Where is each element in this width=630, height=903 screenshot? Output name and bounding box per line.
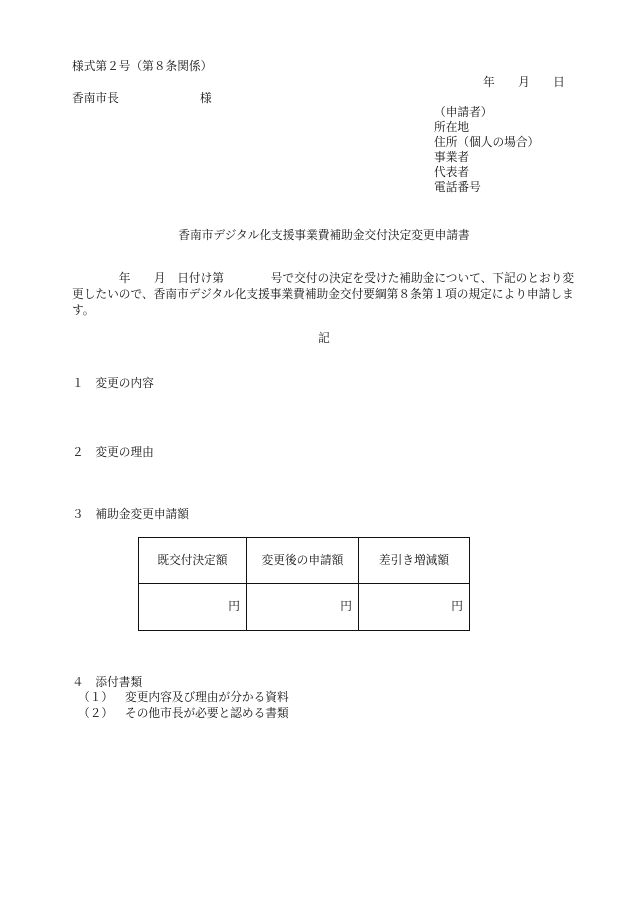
table-cell-yen: 円: [359, 584, 470, 631]
attachment-label: （１）: [78, 691, 114, 704]
form-number: 様式第２号（第８条関係）: [72, 60, 213, 73]
applicant-heading: （申請者）: [434, 106, 493, 119]
applicant-block: [434, 105, 539, 195]
body-paragraph: [72, 271, 592, 319]
table-header-row: [139, 538, 470, 584]
applicant-field-phone: 電話番号: [434, 181, 481, 194]
table-cell-yen: 円: [139, 584, 247, 631]
attachment-text: 変更内容及び理由が分かる資料: [125, 691, 289, 704]
table-header-cell: 変更後の申請額: [247, 538, 359, 584]
section-change-content: １ 変更の内容: [72, 377, 154, 390]
addressee-name: 香南市長: [72, 92, 119, 105]
section-change-amount: ３ 補助金変更申請額: [72, 508, 189, 521]
applicant-field-business: 事業者: [434, 151, 470, 164]
attachment-label: （２）: [78, 707, 114, 720]
body-line: 更したいので、香南市デジタル化支援事業費補助金交付要綱第８条第１項の規定により申請しま: [72, 288, 574, 301]
body-line: す。: [72, 304, 95, 317]
table-header-cell: 既交付決定額: [139, 538, 247, 584]
table-header-cell: 差引き増減額: [359, 538, 470, 584]
applicant-field-address: 住所（個人の場合）: [434, 136, 540, 149]
document-title: 香南市デジタル化支援事業費補助金交付決定変更申請書: [178, 229, 470, 242]
amount-table: [138, 537, 470, 631]
attachment-text: その他市長が必要と認める書類: [125, 707, 289, 720]
applicant-field-location: 所在地: [434, 121, 470, 134]
addressee-suffix: 様: [200, 92, 212, 105]
body-line: 年 月 日付け第 号で交付の決定を受けた補助金について、下記のとおり変: [72, 272, 575, 285]
applicant-field-representative: 代表者: [434, 166, 470, 179]
date-line: 年 月 日: [483, 76, 565, 89]
table-cell-yen: 円: [247, 584, 359, 631]
section-change-reason: ２ 変更の理由: [72, 446, 154, 459]
ki-heading: 記: [318, 332, 330, 345]
section-attachments: ４ 添付書類: [72, 676, 143, 689]
table-row: [139, 584, 470, 631]
